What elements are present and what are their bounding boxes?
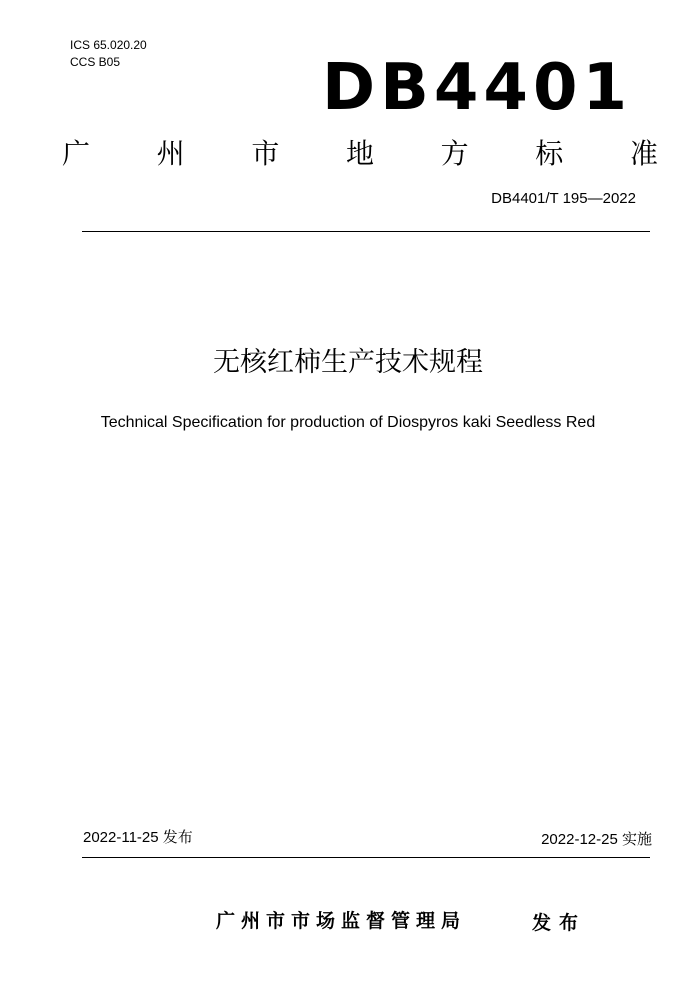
ics-code: ICS 65.020.20	[70, 38, 147, 52]
issue-label: 发布	[532, 912, 587, 934]
standard-type-char: 州	[156, 137, 185, 170]
bottom-divider	[82, 857, 650, 858]
standard-number: DB4401/T 195—2022	[491, 190, 636, 207]
db-logo: DB4401	[321, 51, 632, 125]
title-english: Technical Specification for production of Diospyros kaki Seedless Red	[100, 414, 596, 431]
standard-type-char: 地	[345, 137, 374, 170]
standard-type-char: 市	[251, 137, 280, 170]
standard-type-char: 广	[62, 137, 91, 170]
publish-date: 2022-11-25 发布	[83, 829, 193, 846]
title-chinese: 无核红柿生产技术规程	[213, 347, 483, 378]
issuing-authority: 广州市市场监督管理局	[216, 910, 467, 932]
standard-type-heading	[62, 134, 658, 174]
standard-type-char: 标	[535, 137, 564, 170]
ccs-code: CCS B05	[70, 55, 121, 69]
top-divider	[82, 231, 650, 232]
implement-date: 2022-12-25 实施	[541, 831, 652, 848]
standard-type-char: 准	[629, 137, 658, 170]
standard-type-char: 方	[440, 137, 469, 170]
